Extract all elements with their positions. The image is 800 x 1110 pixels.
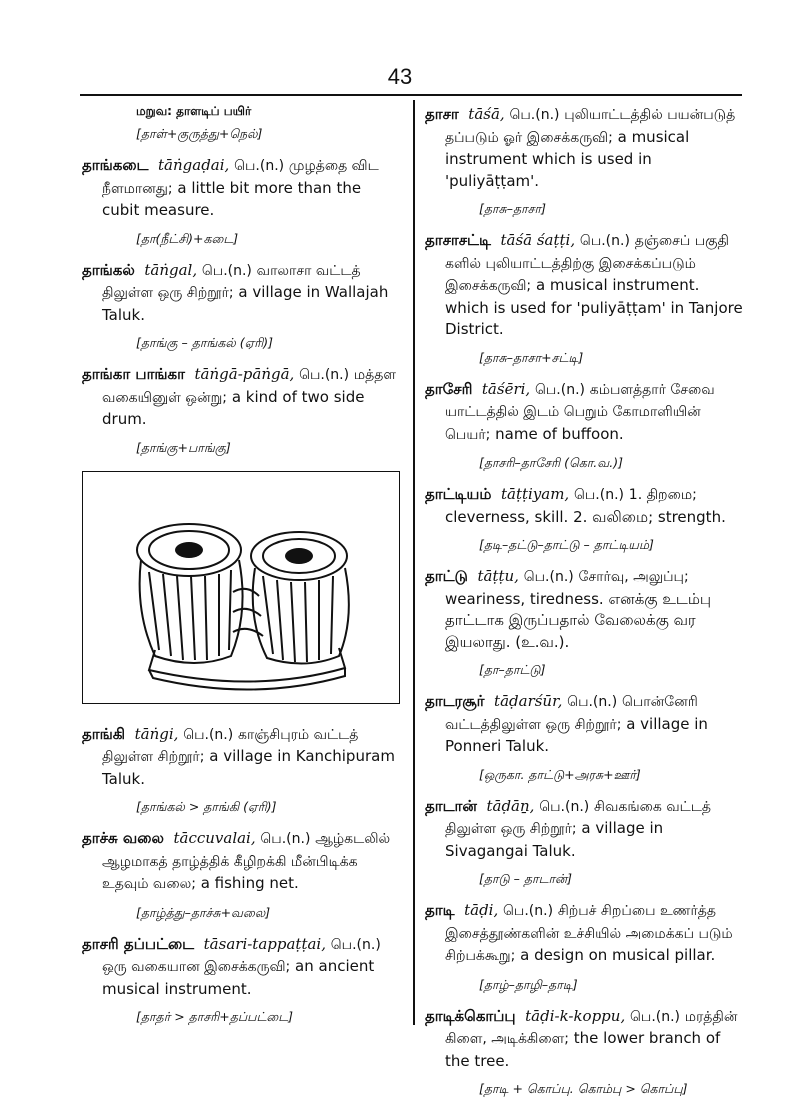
tamil-meaning: கம்பளத்தார் சேவை யாட்டத்தில் இடம் பெறும் கோமாளியின் பெயர்; — [445, 381, 715, 443]
etymology: [தாழ்–தாழி–தாடி] — [479, 976, 578, 992]
etymology: [தா(நீட்சி)+கடை] — [136, 230, 239, 246]
part-of-speech: பெ.(n.) — [630, 1008, 681, 1025]
tamil-meaning: புலியாட்டத்தில் பயன்படுத் தப்படும் ஓர் இசைக்கருவி; — [445, 107, 736, 146]
english-meaning: a village in Wallajah Taluk. — [102, 283, 389, 324]
pre-note: மறுவ: தாளடிப் பயிர் — [136, 104, 252, 118]
english-meaning: a village in Kanchipuram Taluk. — [102, 747, 395, 788]
entry-tangi — [82, 724, 402, 791]
transliteration: tāśā, — [468, 105, 505, 123]
tamil-meaning: சிற்பச் சிறப்பை உணர்த்த இசைத்தூண்களின் உச்சியில் அமைக்கப் படும் சிற்பக்கூறு; — [445, 903, 733, 964]
transliteration: tāṅgal, — [144, 260, 198, 279]
etymology: [தாடு – தாடான்] — [479, 871, 573, 886]
transliteration: tāḍāṉ, — [486, 796, 535, 815]
entry-tadan — [425, 796, 745, 863]
part-of-speech: பெ.(n.) — [579, 233, 630, 249]
part-of-speech: பெ.(n.) — [567, 694, 618, 710]
headword: தாங்கடை — [82, 156, 149, 174]
english-meaning: a little bit more than the cubit measure. — [102, 178, 362, 219]
part-of-speech: பெ.(n.) — [503, 903, 554, 919]
column-divider — [413, 100, 415, 1025]
tamil-meaning: மத்தள வகையினுள் ஒன்று; — [102, 367, 397, 406]
transliteration: tāccuvalai, — [173, 829, 256, 847]
english-meaning: a musical instrument. which is used for 'puliyāṭṭam' in Tanjore District. — [445, 276, 743, 338]
headword: தாங்கல் — [82, 260, 135, 279]
tamil-meaning: காஞ்சிபுரம் வட்டத் திலுள்ள சிற்றூர்; — [102, 726, 359, 765]
left-column — [82, 104, 402, 1038]
english-meaning: weariness, tiredness. எனக்கு உடம்பு தாட்டாக இருப்பதால் வேலைக்கு வர இயலாது. (உ.வ.). — [445, 589, 712, 651]
entry-tangadai — [82, 155, 402, 222]
tamil-meaning: ஆழ்கடலில் ஆழமாகத் தாழ்த்திக் கீழிறக்கி மீன்பிடிக்க உதவும் வலை; — [102, 831, 391, 892]
transliteration: tāṭṭu, — [477, 567, 519, 585]
transliteration: tāsari-tappaṭṭai, — [203, 934, 326, 953]
part-of-speech: பெ.(n.) — [201, 262, 252, 279]
entry-taccu-valai — [82, 828, 402, 896]
english-meaning: a kind of two side drum. — [102, 387, 365, 428]
etymology: [தடி–தட்டு–தாட்டு – தாட்டியம்] — [479, 537, 654, 552]
tamil-meaning: பொன்னேரி வட்டத்திலுள்ள ஒரு சிற்றூர்; — [445, 694, 698, 733]
headword: தாட்டு — [425, 567, 468, 585]
etymology: [தாடி + கொப்பு. கொம்பு > கொப்பு] — [479, 1081, 688, 1096]
english-meaning: an ancient musical instrument. — [102, 957, 375, 998]
transliteration: tāśēri, — [481, 379, 531, 398]
entry-tasa-satti — [425, 230, 745, 341]
headword: தாங்கி — [82, 724, 126, 743]
entry-tadarasur — [425, 691, 745, 758]
headword: தாடான் — [425, 796, 477, 815]
part-of-speech: பெ.(n.) — [534, 381, 585, 398]
header-rule — [80, 94, 742, 96]
etymology: [தாழ்த்து–தாச்சு+வலை] — [136, 904, 271, 920]
entry-tanga-panga — [82, 364, 402, 431]
headword: தாசேரி — [425, 379, 473, 398]
part-of-speech: பெ.(n.) — [234, 158, 285, 174]
etymology: [தாங்கல் > தாங்கி (ஏரி)] — [136, 799, 277, 814]
part-of-speech: பெ.(n.) — [183, 726, 234, 743]
headword: தாட்டியம் — [425, 485, 492, 503]
entry-tattiyam — [425, 484, 745, 528]
transliteration: tāṭṭiyam, — [500, 485, 570, 503]
headword: தாசாசட்டி — [425, 231, 491, 249]
etymology: [ஒருகா. தாட்டு+அரசு+ஊர்] — [479, 766, 641, 782]
page-number: 43 — [387, 64, 413, 89]
english-meaning: a village in Ponneri Taluk. — [445, 714, 708, 755]
tamil-meaning: சிவகங்கை வட்டத் திலுள்ள ஒரு சிற்றூர்; — [445, 798, 712, 837]
part-of-speech: பெ.(n.) — [260, 831, 311, 847]
drum-illustration — [82, 471, 400, 704]
headword: தாங்கா பாங்கா — [82, 365, 185, 383]
etymology: [தாசு–தாசா] — [479, 201, 546, 216]
etymology: [தாதர் > தாசரி+தப்பட்டை] — [136, 1009, 294, 1024]
english-meaning: a village in Sivagangai Taluk. — [445, 819, 664, 860]
tamil-meaning: தஞ்சைப் பகுதி களில் புலியாட்டத்திற்கு இசைக்கப்படும் இசைக்கருவி; — [445, 233, 729, 294]
entry-tasa — [425, 104, 745, 192]
tamil-meaning: மரத்தின் கிளை, அடிக்கிளை; — [445, 1008, 738, 1047]
entry-taseri — [425, 379, 745, 447]
headword: தாச்சு வலை — [82, 829, 164, 847]
part-of-speech: பெ.(n.) — [299, 367, 350, 383]
english-meaning: cleverness, skill. 2. வலிமை; strength. — [445, 507, 726, 526]
part-of-speech: பெ.(n.) — [330, 936, 381, 953]
entry-tangal — [82, 260, 402, 327]
transliteration: tāḍarśūr, — [494, 692, 563, 710]
tamil-meaning: 1. திறமை; — [628, 487, 697, 503]
entry-tadi — [425, 900, 745, 968]
english-meaning: a design on musical pillar. — [520, 946, 716, 964]
transliteration: tāśā śaṭṭi, — [500, 231, 576, 249]
headword: தாசா — [425, 105, 459, 123]
english-meaning: a musical instrument which is used in 'puliyāṭṭam'. — [445, 127, 690, 190]
tamil-meaning: சோர்வு, அலுப்பு; — [578, 569, 689, 585]
entry-tadikkoppu — [425, 1006, 745, 1073]
headword: தாடிக்கொப்பு — [425, 1006, 516, 1025]
part-of-speech: பெ.(n.) — [523, 569, 574, 585]
tabla-drum-icon — [83, 472, 399, 703]
headword: தாசரி தப்பட்டை — [82, 934, 195, 953]
english-meaning: a fishing net. — [200, 874, 299, 892]
english-meaning: name of buffoon. — [495, 424, 624, 443]
transliteration: tāṅgā-pāṅgā, — [194, 365, 295, 383]
tamil-meaning: ஒரு வகையான இசைக்கருவி; — [102, 959, 291, 975]
right-column — [425, 104, 745, 1110]
part-of-speech: பெ.(n.) — [573, 487, 624, 503]
transliteration: tāḍi, — [464, 901, 499, 919]
etymology: [தாங்கு+பாங்கு] — [136, 439, 231, 455]
transliteration: tāṅgi, — [134, 724, 179, 743]
etymology: [தாசரி–தாசேரி (கொ.வ.)] — [479, 455, 623, 470]
tamil-meaning: வாலாசா வட்டத் திலுள்ள ஒரு சிற்றூர்; — [102, 262, 361, 301]
transliteration: tāḍi-k-koppu, — [525, 1006, 626, 1025]
headword: தாடி — [425, 901, 455, 919]
pre-etymology: [தாள்+குருத்து+நெல்] — [136, 126, 263, 141]
transliteration: tāṅgaḍai, — [158, 156, 230, 174]
tamil-meaning: முழத்தை விட நீளமானது; — [102, 158, 379, 197]
entry-tasari-tappattai — [82, 934, 402, 1001]
etymology: [தா–தாட்டு] — [479, 662, 546, 677]
etymology: [தாசு–தாசா+சட்டி] — [479, 349, 584, 365]
headword: தாடரசூர் — [425, 692, 485, 710]
etymology: [தாங்கு – தாங்கல் (ஏரி)] — [136, 335, 274, 350]
part-of-speech: பெ.(n.) — [539, 798, 590, 815]
entry-tattu — [425, 566, 745, 653]
part-of-speech: பெ.(n.) — [509, 107, 560, 123]
english-meaning: the lower branch of the tree. — [445, 1029, 721, 1070]
